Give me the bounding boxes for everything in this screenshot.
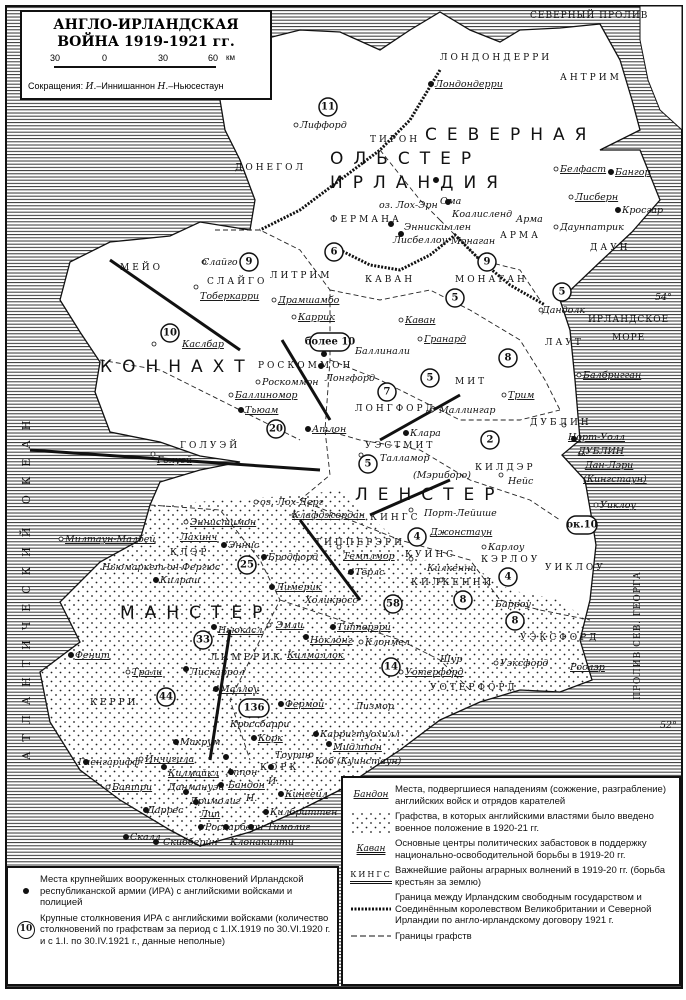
city-label: Корк xyxy=(258,733,283,744)
county-label: УИКЛОУ xyxy=(545,563,606,573)
city-label: Кинсейл xyxy=(285,789,328,800)
clash-site-marker xyxy=(278,701,283,706)
county-label: МИТ xyxy=(455,377,488,387)
county-label: АРМА xyxy=(500,231,541,241)
city-label: Каван xyxy=(405,315,436,326)
city-label: Голуэй xyxy=(157,455,193,466)
county-label: ТИППЕРЭРИ xyxy=(315,538,405,548)
city-label: Лимерик xyxy=(276,582,322,593)
town-marker xyxy=(359,640,363,644)
scale-line xyxy=(54,66,216,68)
scale-tick: 0 xyxy=(102,53,108,63)
city-label: Н. xyxy=(246,793,258,804)
clash-count: 2 xyxy=(486,434,494,446)
scale-bar xyxy=(42,53,250,75)
city-label: Макрум xyxy=(180,737,221,748)
town-marker xyxy=(554,225,558,229)
city-label: Норт-Уолл xyxy=(568,432,625,443)
clash-site-marker xyxy=(313,731,318,736)
county-label: СЛАЙГО xyxy=(207,277,268,287)
clash-count: 58 xyxy=(386,598,400,610)
clash-count-circle xyxy=(446,289,464,307)
city-label: Трим xyxy=(508,390,535,401)
county-label: КИЛДЭР xyxy=(475,463,536,473)
clash-site-marker xyxy=(211,624,216,629)
clash-count: 20 xyxy=(269,423,283,435)
clash-count-circle xyxy=(499,349,517,367)
city-label: Ньюмаркет-он-Фергюс xyxy=(102,562,221,573)
city-label: ДУБЛИН xyxy=(578,446,625,457)
city-label: Бангор xyxy=(615,167,651,178)
town-marker xyxy=(272,298,276,302)
town-marker xyxy=(292,315,296,319)
city-label: Нейс xyxy=(508,476,534,487)
clash-count-circle xyxy=(240,253,258,271)
clash-count: 4 xyxy=(504,571,512,583)
title-box xyxy=(20,10,272,100)
city-label: Клафджордан xyxy=(292,510,366,521)
province-label: КОННАХТ xyxy=(100,357,255,377)
clash-count-circle xyxy=(478,253,496,271)
city-label: Дримолиг xyxy=(190,796,241,807)
city-label: Эннискиллен xyxy=(404,222,471,233)
city-label: Гранард xyxy=(424,334,467,345)
clash-count-circle xyxy=(378,383,396,401)
town-marker xyxy=(577,373,581,377)
dot-icon xyxy=(23,888,29,894)
city-label: Слайго xyxy=(202,257,238,268)
town-marker xyxy=(494,661,498,665)
town-marker xyxy=(399,318,403,322)
town-marker xyxy=(151,452,155,456)
city-label: Трали xyxy=(132,667,163,678)
city-label: Килраш xyxy=(160,575,201,586)
city-label: Аппон xyxy=(226,767,258,778)
clash-site-marker xyxy=(278,791,283,796)
city-label: Маллингар xyxy=(439,405,496,416)
clash-count-circle xyxy=(238,556,256,574)
city-label: Темплмор xyxy=(343,551,395,562)
clash-site-marker xyxy=(305,426,310,431)
clash-count-circle xyxy=(454,591,472,609)
province-label: МАНСТЕР xyxy=(120,603,273,623)
city-label: Лип xyxy=(200,809,221,820)
clash-site-marker xyxy=(263,809,268,814)
legend-left xyxy=(6,866,339,986)
clash-count: ок.10 xyxy=(566,519,598,531)
legend-item-martial-law xyxy=(347,811,675,834)
city-label: Лискаррол xyxy=(190,667,245,678)
county-label: МОНАГАН xyxy=(455,275,528,285)
clash-count-circle xyxy=(566,516,597,534)
abbr-key: И. xyxy=(85,82,97,92)
town-marker xyxy=(254,500,258,504)
clash-count: 10 xyxy=(163,327,177,339)
county-label: ФЕРМАНА xyxy=(330,215,402,225)
city-label: Карлоу xyxy=(488,542,525,553)
city-label: Килмайкл xyxy=(168,768,219,779)
city-label: Клара xyxy=(410,428,441,439)
clash-site-marker xyxy=(153,577,158,582)
town-marker xyxy=(184,520,188,524)
city-label: Килмаллок xyxy=(287,650,344,661)
city-label: Лисбеллоу xyxy=(393,235,448,246)
town-marker xyxy=(267,623,271,627)
legend-text: Крупные столкновения ИРА с английскими войсками (количество столкновений по графствам за период с 1.IX.1919 по 30.VI.1920 г. и с 1.I. по 30.IV.1921 г., данные неполные) xyxy=(40,912,331,947)
town-marker xyxy=(126,670,130,674)
city-label: Эннис xyxy=(228,540,260,551)
county-label: ТИРОН xyxy=(370,135,421,145)
city-label: Скибберин xyxy=(163,837,218,848)
city-label: Бантри xyxy=(112,782,153,793)
city-label: Барроу xyxy=(495,599,532,610)
city-label: Каслбар xyxy=(182,339,224,350)
clash-count-circle xyxy=(421,369,439,387)
clash-site-marker xyxy=(326,741,331,746)
city-label: оз. Лох-Эрн xyxy=(379,200,438,211)
city-label: Лонгфорд xyxy=(325,373,375,384)
clash-count-circle xyxy=(239,699,269,717)
clash-count-circle xyxy=(499,568,517,586)
town-marker xyxy=(502,393,506,397)
city-label: Роскарбери xyxy=(205,822,264,833)
city-label: Эннистимон xyxy=(190,517,257,528)
clash-count: 5 xyxy=(364,458,372,470)
legend-item-strike-centers xyxy=(347,838,675,861)
town-marker xyxy=(554,167,558,171)
city-label: Маллоу xyxy=(220,684,259,695)
city-label: Лиффорд xyxy=(300,120,347,131)
county-label: КОРК xyxy=(260,763,300,773)
city-label: Баллиномор xyxy=(235,390,298,401)
city-label: Шур xyxy=(440,654,463,665)
clash-count-circle xyxy=(481,431,499,449)
city-label: Драмшамбо xyxy=(278,295,340,306)
city-label: Клонакилти xyxy=(230,837,295,848)
county-label: ЛОНГФОРД xyxy=(355,404,436,414)
city-label: Скалл xyxy=(130,832,161,843)
legend-text: Основные центры политических забастовок в поддержку национально-освободительной борьбы в 1919-20 гг. xyxy=(395,838,647,861)
legend-text: Границы графств xyxy=(395,930,472,942)
abbr-key: Н. xyxy=(157,82,169,92)
town-marker xyxy=(594,503,598,507)
abbreviations xyxy=(22,81,270,92)
county-label: МЕЙО xyxy=(120,263,164,273)
city-label: Дан-Лэри xyxy=(585,460,634,471)
clash-count: 8 xyxy=(459,594,467,606)
abbr-value: –Иннишаннон xyxy=(96,81,155,91)
scale-tick: 30 xyxy=(50,53,61,63)
clash-site-marker xyxy=(198,824,203,829)
clash-count: 5 xyxy=(426,372,434,384)
city-label: Фермой xyxy=(285,699,325,710)
clash-count: 7 xyxy=(383,386,391,398)
city-label: Белфаст xyxy=(560,164,607,175)
city-label: Килкенни xyxy=(427,563,477,574)
city-label: Тоурин xyxy=(275,750,312,761)
town-marker xyxy=(418,337,422,341)
clash-count: 33 xyxy=(196,634,210,646)
legend-text: Граница между Ирландским свободным государством и Соединённым королевством Великобритании и Северной Ирландии по англо-ирландскому договору 1921 г. xyxy=(395,892,652,926)
city-label: Гленгарифф xyxy=(78,757,140,768)
city-label: Уотерфорд xyxy=(405,667,464,678)
town-marker xyxy=(409,508,413,512)
clash-count-circle xyxy=(267,420,285,438)
city-label: Ньюкасл xyxy=(218,625,263,636)
legend-item-attacked-places xyxy=(347,784,675,807)
dotted-area-icon xyxy=(351,812,391,834)
city-label: Данмануэй xyxy=(168,782,225,793)
city-label: Лондондерри xyxy=(435,79,503,90)
sea-label: МОРЕ xyxy=(612,333,646,343)
city-label: Лахинч xyxy=(180,532,218,543)
city-label: Джонстаун xyxy=(430,527,493,538)
town-marker xyxy=(499,473,503,477)
clash-count: 5 xyxy=(558,286,566,298)
clash-count: более 10 xyxy=(304,336,356,348)
border-line-icon xyxy=(351,906,391,912)
city-label: Бандон xyxy=(228,780,265,791)
clash-site-marker xyxy=(123,834,128,839)
clash-site-marker xyxy=(403,430,408,435)
clash-count: 14 xyxy=(384,661,398,673)
sea-label: ИРЛАНДСКОЕ xyxy=(588,315,670,325)
province-label: ЛЕНСТЕР xyxy=(355,485,505,505)
clash-site-marker xyxy=(68,652,73,657)
legend-text: Важнейшие районы аграрных волнений в 1919-20 гг. (борьба крестьян за землю) xyxy=(395,865,666,888)
legend-right xyxy=(341,776,681,986)
legend-text: Места крупнейших вооруженных столкновений Ирландской республиканской армии (ИРА) с английскими войсками и полицией xyxy=(40,874,304,908)
clash-count-circle xyxy=(325,243,343,261)
title-line-1: АНГЛО-ИРЛАНДСКАЯ xyxy=(53,17,239,33)
town-marker xyxy=(256,380,260,384)
county-label: ЛАУТ xyxy=(545,338,584,348)
city-label: (Мэриборо) xyxy=(413,470,471,481)
city-label: оз. Лох-Дерг xyxy=(260,497,324,508)
county-label: КЕРРИ xyxy=(90,698,139,708)
county-label: ЛИТРИМ xyxy=(270,271,333,281)
clash-site-marker xyxy=(238,407,243,412)
county-label: РОСКОММОН xyxy=(258,361,354,371)
city-label: Каррик xyxy=(298,312,335,323)
city-label: Коалисленд xyxy=(452,209,513,220)
abbr-label: Сокращения: xyxy=(28,81,84,91)
province-label: ОЛЬСТЕР xyxy=(330,149,482,169)
county-label: КИЛКЕННИ xyxy=(411,578,495,588)
city-label: Кроссбарри xyxy=(230,719,290,730)
clash-count-circle xyxy=(319,98,337,116)
city-label: Арма xyxy=(516,214,543,225)
clash-site-marker xyxy=(428,81,433,86)
clash-site-marker xyxy=(321,351,326,356)
clash-count-circle xyxy=(384,595,402,613)
city-label: Лизмор xyxy=(355,701,394,712)
abbr-value: –Ньюсестаун xyxy=(168,81,224,91)
county-label: УОТЕРФОРД xyxy=(430,683,518,693)
city-label: Ноклонг xyxy=(310,635,353,646)
city-label: Инчигила xyxy=(145,754,195,765)
county-label: УЭКСФОРД xyxy=(520,633,600,643)
scale-tick: 60 xyxy=(208,53,219,63)
city-label: Тьюам xyxy=(245,405,279,416)
clash-count-circle xyxy=(382,658,400,676)
county-label: ЛОНДОНДЕРРИ xyxy=(440,53,553,63)
clash-site-marker xyxy=(251,735,256,740)
town-marker xyxy=(59,537,63,541)
clash-site-marker xyxy=(269,584,274,589)
clash-count-circle xyxy=(506,612,524,630)
town-marker xyxy=(194,285,198,289)
clash-count-circle xyxy=(161,324,179,342)
clash-count: 9 xyxy=(245,256,253,268)
scale-tick: 30 xyxy=(158,53,169,63)
clash-count: 25 xyxy=(240,559,254,571)
town-marker xyxy=(106,785,110,789)
city-label: Тимолиг xyxy=(267,822,311,833)
clash-site-marker xyxy=(261,554,266,559)
city-label: Фенит xyxy=(75,650,110,661)
clash-count-circle xyxy=(194,631,212,649)
county-label: КАВАН xyxy=(365,275,416,285)
city-label: Даунпатрик xyxy=(560,222,624,233)
clash-site-marker xyxy=(615,207,620,212)
town-marker xyxy=(569,195,573,199)
clash-count: 8 xyxy=(511,615,519,627)
clash-count: 5 xyxy=(451,292,459,304)
ocean-label: АТЛАНТИЧЕСКИЙ ОКЕАН xyxy=(20,410,33,760)
latitude-label: 52° xyxy=(660,720,677,731)
city-label: Мидлтон xyxy=(333,742,382,753)
clash-site-marker xyxy=(303,634,308,639)
city-label: Талламор xyxy=(380,453,430,464)
city-label: Уэксфорд xyxy=(500,658,549,669)
clash-count: 136 xyxy=(243,702,265,714)
legend-item-agrarian xyxy=(347,865,675,888)
clash-count: 4 xyxy=(413,531,421,543)
city-label: Ома xyxy=(440,196,462,207)
city-label: Типперэри xyxy=(337,622,391,633)
clash-count-circle xyxy=(359,455,377,473)
title-line-2: ВОЙНА 1919-1921 гг. xyxy=(57,34,235,50)
city-label: Даррес xyxy=(147,805,184,816)
town-marker xyxy=(294,123,298,127)
city-label: Коб (Куинстаун) xyxy=(315,756,402,767)
legend-text: Графства, в которых английскими властями было введено военное положение в 1920-21 гг. xyxy=(395,811,654,834)
clash-count: 6 xyxy=(330,246,338,258)
county-label: КЭРЛОУ xyxy=(481,555,541,565)
city-label: Атлон xyxy=(312,424,347,435)
clash-count-circle xyxy=(553,283,571,301)
legend-item-county-borders xyxy=(347,931,675,943)
clash-site-marker xyxy=(330,624,335,629)
county-label: ДУБЛИН xyxy=(530,418,592,428)
city-label: Клонмел xyxy=(365,637,410,648)
clash-count-circle xyxy=(157,688,175,706)
city-label: Тёрлс xyxy=(355,567,385,578)
clash-count-circle xyxy=(305,333,356,351)
scale-unit: км xyxy=(226,53,235,62)
legend-item-clash-counts xyxy=(12,913,333,948)
clash-site-marker xyxy=(348,569,353,574)
town-marker xyxy=(482,545,486,549)
clash-count: 8 xyxy=(504,352,512,364)
strait-label: ПРОЛИВ СЕВ. ГЕОРГА xyxy=(633,571,643,700)
numbered-circle-icon: 10 xyxy=(17,921,35,939)
city-label: (Кингстаун) xyxy=(583,474,647,485)
latitude-label: 54° xyxy=(655,292,672,303)
city-label: Карригтуохилл xyxy=(320,729,400,740)
legend-text: Места, подвергшиеся нападениям (сожжение, разграбление) английских войск и отрядов карателей xyxy=(395,784,666,807)
city-label: Эмли xyxy=(276,620,304,631)
legend-item-treaty-border xyxy=(347,892,675,927)
city-label: Тоберкарри xyxy=(200,291,260,302)
clash-site-marker xyxy=(173,739,178,744)
city-label: Кросгар xyxy=(622,205,664,216)
county-label: КУИНС xyxy=(405,550,457,560)
town-marker xyxy=(229,393,233,397)
city-label: Лисберн xyxy=(575,192,619,203)
dashed-line-icon xyxy=(351,934,391,938)
county-label: ГОЛУЭЙ xyxy=(180,441,241,451)
clash-site-marker xyxy=(608,169,613,174)
map-title xyxy=(22,17,270,51)
city-label: Дандолк xyxy=(542,305,586,316)
clash-site-marker xyxy=(161,764,166,769)
city-label: Уиклоу xyxy=(600,500,636,511)
clash-site-marker xyxy=(183,666,188,671)
city-label: И. xyxy=(268,776,280,787)
county-label: КЛЭР xyxy=(170,548,210,558)
strait-label: СЕВЕРНЫЙ ПРОЛИВ xyxy=(530,11,649,21)
city-label: Холикросс xyxy=(305,595,358,606)
clash-count: 11 xyxy=(321,101,335,113)
county-label: УЭСТМИТ xyxy=(365,441,436,451)
county-label: ЛИМЕРИК xyxy=(210,653,284,663)
province-label: ИРЛАНДИЯ xyxy=(330,173,508,193)
county-label: КИНГС xyxy=(370,513,421,523)
city-label: Роскоммон xyxy=(262,377,319,388)
city-label: Монаган xyxy=(451,236,496,247)
town-marker xyxy=(152,342,156,346)
city-label: Бродфорд xyxy=(268,552,319,563)
clash-site-marker xyxy=(223,754,228,759)
city-label: Порт-Лейише xyxy=(424,508,497,519)
legend-symbol-double-underlined-name: Каван xyxy=(356,843,386,854)
clash-count: 9 xyxy=(483,256,491,268)
county-label: ДОНЕГОЛ xyxy=(235,163,306,173)
clash-site-marker xyxy=(213,686,218,691)
legend-item-clash-places xyxy=(12,874,333,909)
city-label: Милтаун-Малбей xyxy=(65,534,156,545)
province-label: СЕВЕРНАЯ xyxy=(425,125,597,145)
clash-site-marker xyxy=(221,542,226,547)
clash-count-circle xyxy=(408,528,426,546)
county-label: АНТРИМ xyxy=(560,73,622,83)
legend-symbol-spaced-caps: КИНГС xyxy=(350,869,392,884)
city-label: Рослэр xyxy=(570,662,605,673)
county-label: ДАУН xyxy=(590,243,631,253)
city-label: Баллинали xyxy=(355,346,410,357)
city-label: Балбригган xyxy=(583,370,642,381)
legend-symbol-underlined-name: Бандон xyxy=(353,789,389,800)
clash-count: 44 xyxy=(159,691,173,703)
city-label: Килбриттен xyxy=(270,807,338,818)
